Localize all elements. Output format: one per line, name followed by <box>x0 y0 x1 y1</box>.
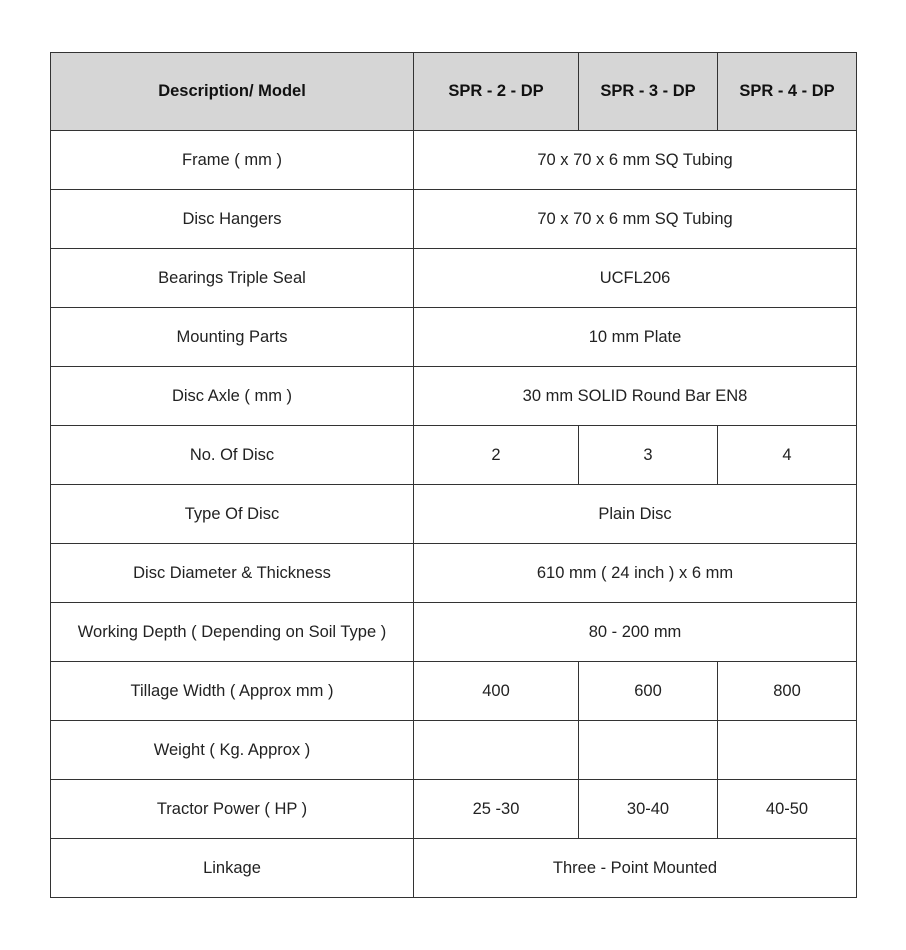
cell-spr-2-dp: 2 <box>414 426 579 485</box>
table-row <box>51 603 857 662</box>
row-value: Plain Disc <box>414 485 857 544</box>
row-label: Tillage Width ( Approx mm ) <box>51 662 414 721</box>
cell-spr-2-dp: 25 -30 <box>414 780 579 839</box>
cell-spr-3-dp: 600 <box>579 662 718 721</box>
cell-spr-3-dp: 3 <box>579 426 718 485</box>
specifications-table <box>50 52 857 898</box>
row-value: 30 mm SOLID Round Bar EN8 <box>414 367 857 426</box>
table-header <box>51 53 857 131</box>
table-row <box>51 190 857 249</box>
header-row <box>51 53 857 131</box>
table-row <box>51 721 857 780</box>
cell-spr-2-dp <box>414 721 579 780</box>
row-label: Working Depth ( Depending on Soil Type ) <box>51 603 414 662</box>
row-value: 80 - 200 mm <box>414 603 857 662</box>
header-model-spr-4-dp: SPR - 4 - DP <box>718 53 857 131</box>
table-row <box>51 662 857 721</box>
row-label: Weight ( Kg. Approx ) <box>51 721 414 780</box>
row-value: 70 x 70 x 6 mm SQ Tubing <box>414 190 857 249</box>
table-row <box>51 780 857 839</box>
row-label: Disc Axle ( mm ) <box>51 367 414 426</box>
row-value: 610 mm ( 24 inch ) x 6 mm <box>414 544 857 603</box>
row-label: Type Of Disc <box>51 485 414 544</box>
row-label: Frame ( mm ) <box>51 131 414 190</box>
row-value: 70 x 70 x 6 mm SQ Tubing <box>414 131 857 190</box>
table-row <box>51 367 857 426</box>
table-row <box>51 839 857 898</box>
row-value: Three - Point Mounted <box>414 839 857 898</box>
cell-spr-4-dp <box>718 721 857 780</box>
row-label: No. Of Disc <box>51 426 414 485</box>
row-label: Tractor Power ( HP ) <box>51 780 414 839</box>
cell-spr-4-dp: 40-50 <box>718 780 857 839</box>
table-row <box>51 131 857 190</box>
table-body <box>51 131 857 898</box>
cell-spr-4-dp: 4 <box>718 426 857 485</box>
table-row <box>51 308 857 367</box>
cell-spr-2-dp: 400 <box>414 662 579 721</box>
header-model-spr-2-dp: SPR - 2 - DP <box>414 53 579 131</box>
row-label: Disc Diameter & Thickness <box>51 544 414 603</box>
row-label: Bearings Triple Seal <box>51 249 414 308</box>
row-value: 10 mm Plate <box>414 308 857 367</box>
header-model-spr-3-dp: SPR - 3 - DP <box>579 53 718 131</box>
row-value: UCFL206 <box>414 249 857 308</box>
table-row <box>51 485 857 544</box>
cell-spr-4-dp: 800 <box>718 662 857 721</box>
row-label: Mounting Parts <box>51 308 414 367</box>
table-row <box>51 544 857 603</box>
cell-spr-3-dp <box>579 721 718 780</box>
row-label: Disc Hangers <box>51 190 414 249</box>
header-description: Description/ Model <box>51 53 414 131</box>
cell-spr-3-dp: 30-40 <box>579 780 718 839</box>
row-label: Linkage <box>51 839 414 898</box>
table-row <box>51 249 857 308</box>
table-row <box>51 426 857 485</box>
